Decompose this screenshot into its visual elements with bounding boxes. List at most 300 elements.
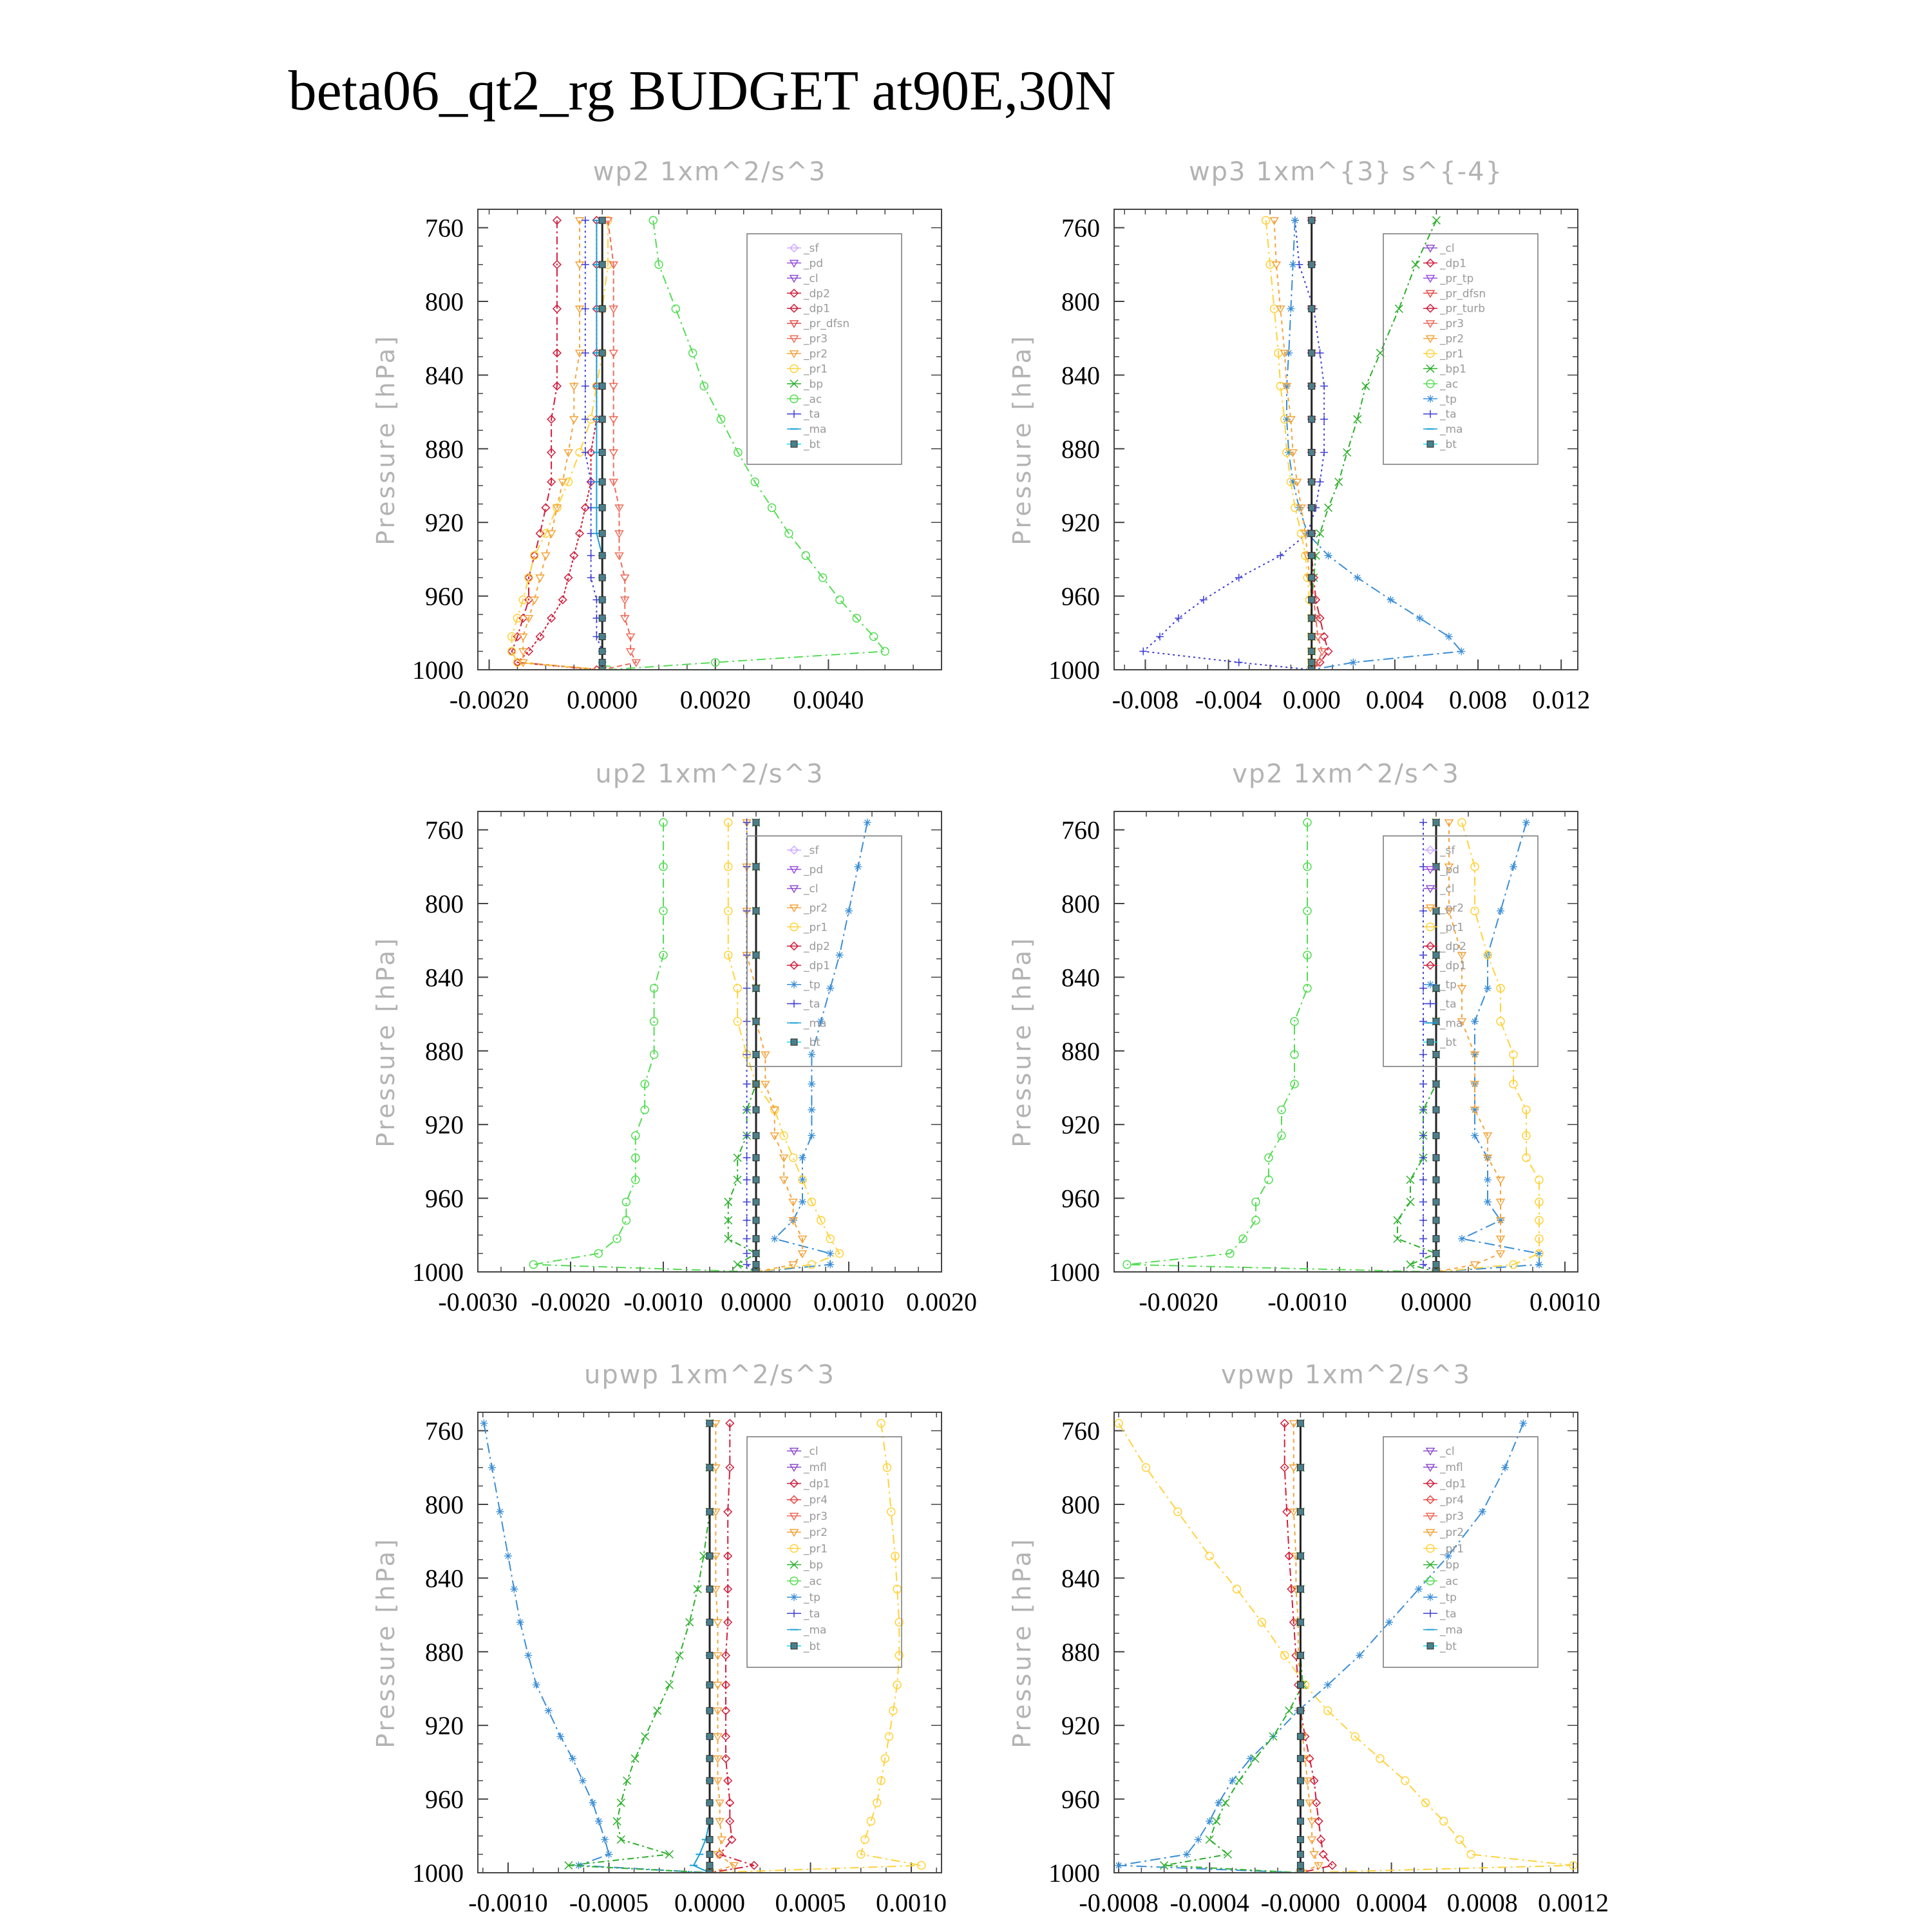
legend-item — [787, 393, 822, 406]
data-point-bt — [1309, 634, 1315, 640]
legend-label: _tp — [1440, 393, 1457, 406]
legend-item — [787, 1494, 828, 1507]
series-line-bp — [569, 1423, 710, 1873]
legend-label: _ac — [1440, 1575, 1459, 1588]
data-point-bt — [1297, 1777, 1303, 1784]
data-point-bt — [1309, 648, 1315, 654]
x-tick-label: 0.0004 — [1356, 1888, 1427, 1917]
legend-item — [1423, 333, 1464, 346]
data-point-bt — [706, 1777, 713, 1784]
data-point-bt — [706, 1733, 713, 1739]
data-point-bt — [599, 217, 605, 223]
legend-label: _pr2 — [804, 1526, 828, 1540]
legend-item — [1423, 998, 1457, 1011]
data-point-bt — [1297, 1707, 1303, 1714]
data-point-tp — [1354, 574, 1361, 582]
legend-item — [1423, 439, 1457, 451]
data-point-bt — [1297, 1681, 1303, 1688]
data-point-tp — [1215, 1799, 1222, 1806]
x-tick-label: 0.0010 — [813, 1287, 884, 1316]
data-point-ta — [743, 1176, 751, 1184]
data-point-dp2 — [564, 574, 572, 582]
legend-label: _ma — [1440, 423, 1463, 437]
x-tick-label: -0.0010 — [623, 1287, 703, 1316]
legend-label: _pr4 — [1440, 1493, 1464, 1507]
data-point-bt — [706, 1586, 713, 1593]
data-point-bp — [734, 1261, 741, 1269]
legend-label: _dp2 — [1440, 940, 1466, 954]
data-point-tp — [826, 985, 834, 992]
legend-label: _ta — [804, 408, 820, 421]
plot-frame — [1114, 209, 1578, 670]
legend-label: _pr4 — [804, 1493, 828, 1507]
data-point-bt — [599, 305, 605, 312]
legend-item — [1423, 1461, 1463, 1474]
y-tick-label: 920 — [425, 508, 464, 538]
legend-marker — [1426, 1000, 1434, 1008]
data-point-bt — [1433, 1052, 1439, 1058]
y-tick-label: 840 — [425, 361, 464, 390]
legend-item — [787, 883, 819, 896]
legend-item — [1423, 1575, 1458, 1588]
data-point-bt — [599, 659, 605, 666]
data-point-ta — [1139, 647, 1147, 655]
data-point-tp — [1501, 1464, 1509, 1472]
data-point-tp — [1519, 1419, 1527, 1427]
data-point-tp — [1471, 1018, 1479, 1025]
legend-item — [1423, 1624, 1463, 1637]
legend-item — [787, 439, 820, 451]
legend-label: _dp1 — [1440, 1477, 1466, 1491]
legend-label: _dp2 — [804, 287, 830, 301]
data-point-pr1 — [1458, 819, 1466, 826]
data-point-tp — [556, 1732, 564, 1740]
data-point-tp — [569, 1755, 576, 1763]
panel-title: wp3 1xm^{3} s^{-4} — [1188, 157, 1504, 187]
plot-frame — [478, 811, 942, 1272]
legend-item — [1423, 1510, 1464, 1523]
legend-item — [787, 348, 828, 361]
data-point-bt — [1297, 1733, 1303, 1739]
data-point-bt — [1297, 1653, 1303, 1659]
data-point-ta — [1419, 1051, 1427, 1059]
data-point-ta — [587, 574, 595, 582]
legend-label: _ta — [1440, 998, 1457, 1011]
data-point-pr2 — [718, 1837, 726, 1843]
data-point-tp — [1289, 261, 1297, 269]
legend-item — [787, 1542, 828, 1555]
data-point-bt — [1309, 504, 1315, 511]
x-tick-label: 0.004 — [1365, 685, 1424, 714]
legend-label: _ma — [1440, 1624, 1463, 1637]
series-line-pr2 — [1274, 220, 1312, 670]
legend-label: _cl — [804, 882, 819, 896]
x-tick-label: -0.004 — [1195, 685, 1262, 714]
data-point-tp — [1484, 1176, 1492, 1184]
legend-item — [787, 998, 820, 1011]
y-tick-label: 920 — [1061, 508, 1100, 538]
legend-marker — [790, 1513, 798, 1520]
data-point-bt — [1433, 1081, 1439, 1087]
data-point-bt — [1309, 478, 1315, 485]
legend-item — [787, 272, 819, 285]
series-line-bp1 — [1312, 220, 1437, 670]
legend-label: _pr1 — [1440, 348, 1464, 361]
legend-label: _pd — [1440, 863, 1460, 876]
data-point-bt — [706, 1553, 713, 1559]
data-point-bt — [1297, 1508, 1303, 1515]
data-point-bt — [753, 1198, 759, 1205]
data-point-ta — [1419, 1249, 1427, 1257]
y-tick-label: 1000 — [1048, 1859, 1100, 1888]
data-point-tp — [1356, 1652, 1363, 1660]
data-point-tp — [545, 1707, 553, 1714]
data-point-bp1 — [1412, 261, 1419, 269]
data-point-bp — [631, 1755, 639, 1763]
data-point-bt — [599, 350, 605, 356]
y-tick-label: 880 — [425, 1637, 464, 1667]
y-tick-label: 760 — [1061, 815, 1100, 845]
legend-marker — [790, 1000, 798, 1008]
legend-marker — [1426, 321, 1434, 327]
y-axis-label: Pressure [hPa] — [372, 1537, 400, 1748]
data-point-ac — [836, 596, 844, 603]
data-point-tp — [1471, 1132, 1479, 1139]
data-point-bt — [706, 1619, 713, 1625]
legend-label: _sf — [804, 242, 819, 255]
series-group — [480, 1419, 925, 1877]
data-point-bp — [1235, 1777, 1243, 1785]
data-point-bp — [676, 1652, 683, 1660]
series-group — [508, 216, 889, 674]
y-tick-label: 800 — [1061, 889, 1100, 918]
y-tick-label: 960 — [1061, 582, 1100, 611]
data-point-bt — [706, 1653, 713, 1659]
y-axis-label: Pressure [hPa] — [1008, 1537, 1036, 1748]
series-line-tp — [484, 1423, 710, 1873]
legend-label: _pr1 — [804, 921, 828, 934]
data-point-ta — [743, 1080, 751, 1088]
data-point-bt — [753, 1236, 759, 1242]
data-point-ac — [1278, 1106, 1285, 1113]
data-point-bp — [1222, 1799, 1229, 1806]
y-tick-label: 960 — [1061, 1184, 1100, 1213]
data-point-ta — [1419, 907, 1427, 914]
data-point-bt — [706, 1707, 713, 1714]
data-point-bt — [1433, 1217, 1439, 1224]
data-point-ta — [743, 1154, 751, 1162]
data-point-ta — [1276, 552, 1284, 560]
y-tick-label: 760 — [425, 213, 464, 243]
data-point-ta — [1419, 1235, 1427, 1243]
x-tick-label: 0.0000 — [721, 1287, 791, 1316]
data-point-bt — [1433, 1236, 1439, 1242]
data-point-bt — [753, 1106, 759, 1113]
series-line-pr1 — [728, 822, 840, 1272]
data-point-bt — [599, 478, 605, 485]
legend-item — [787, 1461, 827, 1474]
legend-marker — [790, 321, 798, 327]
data-point-tp — [595, 1817, 603, 1825]
data-point-tp — [1385, 1618, 1393, 1626]
data-point-bp — [1213, 1817, 1220, 1825]
data-point-ta — [1316, 478, 1324, 486]
y-tick-label: 960 — [425, 1785, 464, 1814]
x-tick-label: 0.0012 — [1537, 1888, 1609, 1917]
legend-marker — [1426, 395, 1434, 402]
x-tick-label: -0.0010 — [468, 1888, 548, 1917]
legend-label: _tp — [804, 1591, 820, 1605]
data-point-ac — [1252, 1217, 1260, 1224]
legend — [1383, 1437, 1538, 1667]
legend-item — [1423, 378, 1458, 391]
data-point-tp — [1349, 659, 1357, 667]
data-point-bt — [1309, 530, 1315, 536]
data-point-tp — [854, 863, 862, 871]
legend-marker — [790, 410, 798, 418]
series-group — [1139, 216, 1465, 674]
panel-title: vp2 1xm^2/s^3 — [1232, 759, 1460, 789]
data-point-tp — [488, 1464, 496, 1472]
data-point-bt — [706, 1799, 713, 1806]
legend-item — [1423, 883, 1455, 896]
data-point-tp — [799, 1198, 806, 1206]
chart-panel — [1008, 759, 1600, 1316]
legend-item — [787, 940, 830, 953]
legend-item — [787, 317, 849, 330]
legend-item — [1423, 1036, 1457, 1049]
data-point-bt — [753, 1177, 759, 1183]
legend-item — [787, 423, 826, 436]
legend-label: _bt — [804, 1640, 820, 1653]
data-point-bp — [617, 1799, 625, 1806]
legend-marker — [1426, 1593, 1434, 1601]
legend-label: _ac — [804, 393, 822, 406]
legend-item — [787, 1575, 822, 1588]
data-point-bt — [1309, 416, 1315, 422]
data-point-pr2 — [1484, 1133, 1492, 1139]
data-point-ta — [743, 1235, 751, 1243]
data-point-ta — [743, 1249, 751, 1257]
data-point-dp1 — [1329, 1862, 1336, 1870]
legend-item — [787, 902, 828, 914]
legend-marker — [1426, 290, 1434, 297]
legend-label: _ma — [804, 1017, 827, 1030]
legend-marker — [1426, 981, 1434, 989]
y-tick-label: 920 — [1061, 1711, 1100, 1741]
series-line-ta — [1143, 220, 1324, 670]
data-point-bp — [1406, 1198, 1414, 1206]
main-title: beta06_qt2_rg BUDGET at90E,30N — [288, 60, 1116, 122]
legend-label: _pr3 — [1440, 1510, 1464, 1523]
data-point-tp — [1115, 1862, 1122, 1870]
data-point-bt — [1297, 1756, 1303, 1762]
legend-label: _ac — [804, 1575, 822, 1588]
data-point-tp — [808, 1080, 815, 1088]
data-point-tp — [826, 1261, 834, 1269]
data-point-pr2 — [1311, 1852, 1318, 1858]
legend-label: _pr1 — [1440, 1542, 1464, 1556]
series-line-tp — [1119, 1423, 1523, 1873]
data-point-pr1 — [1440, 1817, 1448, 1825]
legend-marker — [790, 276, 798, 282]
legend-label: _pr1 — [804, 1542, 828, 1556]
data-point-bp1 — [1343, 449, 1351, 457]
legend-item — [1423, 902, 1464, 914]
data-point-tp — [771, 1235, 779, 1243]
data-point-ta — [587, 552, 595, 560]
x-tick-label: 0.0000 — [567, 685, 638, 714]
data-point-bt — [706, 1681, 713, 1688]
data-point-bt — [1309, 305, 1315, 312]
legend-marker — [1426, 410, 1434, 418]
x-tick-label: -0.0004 — [1170, 1888, 1249, 1917]
legend-item — [787, 1640, 820, 1653]
legend-marker — [791, 1039, 797, 1045]
legend-item — [1423, 287, 1486, 300]
data-point-tp — [1416, 614, 1424, 622]
legend-item — [787, 864, 823, 876]
legend-label: _pr_turb — [1440, 302, 1486, 316]
legend-marker — [1426, 1513, 1434, 1520]
data-point-tp — [1497, 907, 1504, 914]
data-point-pr2 — [542, 553, 549, 559]
data-point-ta — [1419, 1176, 1427, 1184]
data-point-bt — [1309, 261, 1315, 268]
legend-label: _bt — [804, 438, 820, 451]
series-group — [1115, 1419, 1577, 1877]
panel-title: upwp 1xm^2/s^3 — [584, 1360, 835, 1390]
legend-label: _ta — [804, 998, 820, 1011]
legend-marker — [790, 336, 798, 342]
data-point-pr1 — [1376, 1755, 1384, 1763]
series-line-ac — [1127, 822, 1436, 1272]
data-point-bt — [1309, 659, 1315, 666]
legend-item — [1423, 940, 1466, 953]
legend — [1383, 234, 1538, 464]
legend — [747, 1437, 902, 1667]
data-point-bt — [599, 416, 605, 422]
legend-label: _dp1 — [804, 959, 830, 972]
data-point-dp2 — [570, 552, 578, 560]
data-point-pr1 — [1115, 1419, 1122, 1427]
legend-marker — [1426, 245, 1434, 252]
data-point-ta — [1419, 951, 1427, 959]
data-point-tp — [808, 1051, 815, 1059]
legend-marker — [790, 886, 798, 892]
data-point-tp — [504, 1552, 512, 1560]
data-point-bt — [1309, 217, 1315, 223]
legend-item — [787, 1477, 830, 1490]
x-tick-label: 0.000 — [1282, 685, 1341, 714]
series-line-pr1 — [1119, 1423, 1573, 1873]
data-point-ta — [1316, 349, 1324, 357]
legend-item — [787, 408, 820, 421]
legend-label: _ta — [1440, 408, 1457, 421]
series-line-bp — [728, 822, 756, 1272]
legend-item — [787, 979, 820, 992]
data-point-tp — [1387, 596, 1394, 603]
data-point-ta — [1419, 819, 1427, 826]
data-point-bp1 — [1395, 305, 1403, 312]
data-point-tp — [1479, 1508, 1486, 1515]
data-point-tp — [1183, 1850, 1191, 1858]
legend-label: _pr2 — [1440, 902, 1464, 915]
data-point-bt — [1297, 1862, 1303, 1869]
data-point-tp — [1325, 552, 1332, 560]
legend-item — [1423, 393, 1457, 406]
legend-label: _tp — [1440, 978, 1457, 992]
legend-label: _pr3 — [804, 1510, 828, 1523]
legend-item — [1423, 1591, 1457, 1604]
data-point-bp — [1406, 1261, 1414, 1269]
legend-label: _ac — [1440, 377, 1459, 391]
legend-item — [1423, 408, 1457, 421]
data-point-bt — [1433, 907, 1439, 914]
data-point-ta — [1419, 1080, 1427, 1088]
legend-marker — [790, 1464, 798, 1471]
legend-label: _cl — [1440, 882, 1455, 896]
data-point-tp — [836, 951, 844, 959]
data-point-bt — [1297, 1464, 1303, 1471]
y-tick-label: 1000 — [412, 656, 464, 685]
legend-label: _bt — [1440, 438, 1457, 451]
data-point-bt — [1433, 819, 1439, 826]
data-point-bt — [1297, 1837, 1303, 1843]
y-tick-label: 880 — [425, 1036, 464, 1066]
data-point-bt — [753, 1155, 759, 1161]
legend-label: _sf — [1440, 844, 1455, 857]
legend-item — [787, 303, 830, 316]
legend-item — [1423, 960, 1466, 972]
data-point-bt — [1433, 1018, 1439, 1025]
data-point-tp — [808, 1106, 815, 1113]
data-point-bt — [1433, 985, 1439, 992]
y-tick-label: 920 — [425, 1110, 464, 1140]
data-point-pr1 — [867, 1817, 875, 1825]
data-point-bt — [1309, 574, 1315, 581]
legend-label: _pr1 — [1440, 921, 1464, 934]
y-tick-label: 840 — [425, 1564, 464, 1593]
data-point-bt — [1309, 350, 1315, 356]
data-point-tp — [1247, 1755, 1255, 1763]
data-point-ac — [802, 552, 810, 560]
data-point-tp — [601, 1836, 609, 1844]
data-point-pr1 — [1455, 1836, 1463, 1844]
legend-label: _cl — [1440, 242, 1455, 255]
legend-label: _pr2 — [1440, 1526, 1464, 1540]
data-point-tp — [1484, 1198, 1492, 1206]
data-point-bt — [753, 907, 759, 914]
legend-item — [1423, 1017, 1463, 1030]
legend-item — [1423, 1494, 1464, 1507]
data-point-tp — [1510, 863, 1517, 871]
legend-label: _mfl — [1440, 1461, 1463, 1475]
legend-label: _pd — [804, 257, 824, 270]
data-point-ta — [743, 1198, 751, 1206]
y-tick-label: 760 — [425, 1416, 464, 1446]
data-point-bt — [599, 530, 605, 536]
data-point-bp1 — [1432, 216, 1440, 224]
data-point-bt — [1309, 553, 1315, 559]
data-point-tp — [1484, 985, 1492, 992]
legend-item — [1423, 864, 1459, 876]
y-axis-label: Pressure [hPa] — [372, 334, 400, 545]
data-point-bp — [1206, 1836, 1213, 1844]
data-point-ta — [743, 1261, 751, 1269]
data-point-bt — [753, 985, 759, 992]
data-point-bt — [1297, 1851, 1303, 1857]
